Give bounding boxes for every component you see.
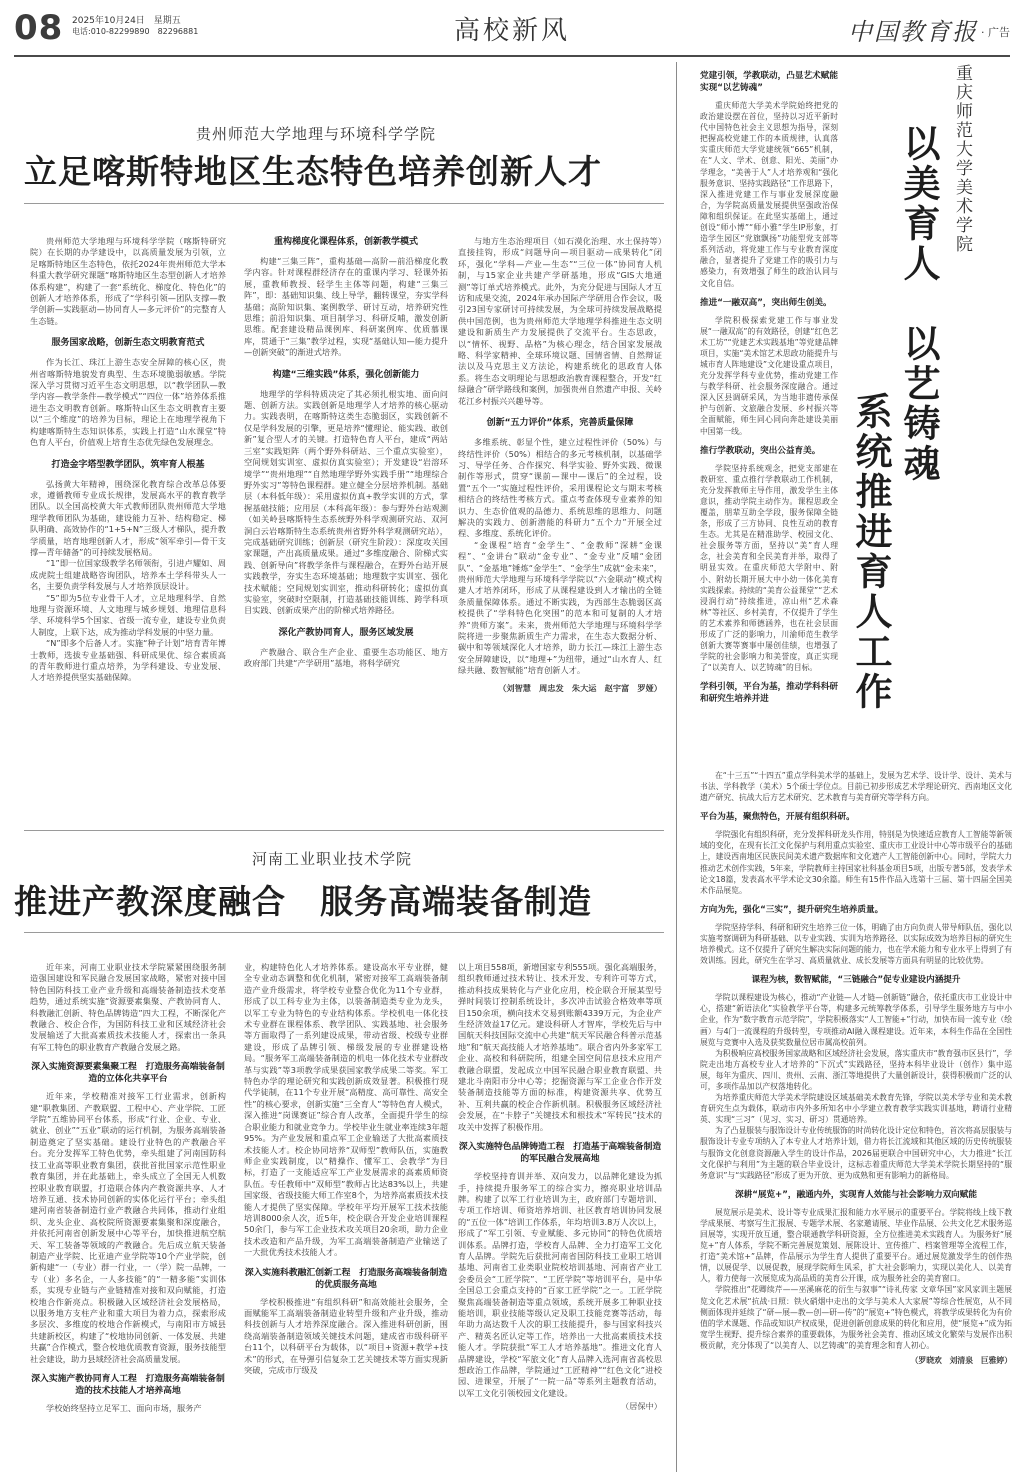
paragraph: 地理学的学科特质决定了其必须扎根实地、面向问题、创新方法。实践创新是地理学人才培养的核心驱动力。实践表明，在喀斯特这类生态脆弱区，实践创新不仅是学科发展的引擎，更是培养“懂理论、能实践、敢创新”复合型人才的关键。打造特色育人平台，建成“两站三室”实践矩阵（两个野外科研站、三个重点实验室），空间规划实训室、虚拟仿真实验室）；开发建设“岩溶环境学”“贵州地理”“自然地理学野外实践手册”“地理综合野外实习”等特色课程群。建立健全分层培养机制。基础层（本科低年级）：采用虚拟仿真+教学实训的方式，掌握基础技能；应用层（本科高年级）：参与野外台站观测（如关岭县喀斯特生态系统野外科学观测研究站、双河洞白云岩喀斯特生态系统贵州省野外科学观测研究站），完成基础研究训练；创新层（研究生阶段）：深度攻关国家课题，产出高质量成果。通过“多维度融合、阶梯式实践、创新导向”将教学条件与课程融合，在野外台站开展实践教学，夯实生态环境基础；地理数字实训室、强化技术赋能；空间规划实训室，推动科研转化；虚拟仿真实验室，突破时空限制，打造基础技能训练、跨学科项目实践、创新成果产出的阶梯式培养路径。 bbox=[244, 388, 448, 616]
article3-column-2 bbox=[700, 770, 1012, 1472]
article2-rule bbox=[24, 932, 664, 933]
section-heading: 方向为先，强化“三实”，提升研究生培养质量。 bbox=[700, 904, 884, 915]
newspaper-masthead: 中国教育报 bbox=[848, 18, 978, 46]
paragraph: 为培养重庆师范大学美术学院建设区域基础美术教育先锋，学院以美术学专业和美术教育研究生点为载体，联动市内外多所知名中小学建立教育教学实践实训基地，聘请行业精英、实现“三习”（见习、实习、研习）贯通培养。 bbox=[700, 1093, 1012, 1125]
paragraph: “5”即为5位专业骨干人才，立足地理科学、自然地理与资源环境、人文地理与城乡规划、地理信息科学、环境科学5个国家、省级一流专业，建设专业负责人制度，上联下达，成为推动学科发展的中坚力量。 bbox=[30, 592, 226, 637]
section-title: 高校新风 bbox=[453, 16, 570, 46]
paragraph: 弘扬黄大年精神，围绕深化教育综合改革总体要求，遵循教师专业成长规律，发展高水平的教育教学团队。以全国高校黄大年式教师团队贵州师范大学地理学教师团队为基础，建设能力互补、结构稳定、梯队明确、高效协作的“1+5+N”三级人才梯队，提升教学质量，培育地理创新人才，形成“领军牵引—骨干支撑—青年储备”的可持续发展格局。 bbox=[30, 478, 226, 557]
article2-column-2 bbox=[244, 962, 448, 1472]
article1-headline: 立足喀斯特地区生态特色培养创新人才 bbox=[24, 152, 602, 191]
section-heading: 深入实施资源要素集聚工程 打造服务高端装备制造的立体化共享平台 bbox=[31, 1062, 225, 1085]
paragraph: 多维系统、彰显个性，建立过程性评价（50%）与终结性评价（50%）相结合的多元考核机制，以基础学习、导学任务、合作探究、科学实验、野外实践、微课制作等形式，贯穿“课前—课中—课后”的全过程，设置“五个一”实施过程性评价，采用课程论文与期末考核相结合的终结性考核方式。重点考查体现专业素养的知识力、生态价值观的品德力、系统思维的思维力、问题解决的实践力、创新潜能的科研力“五个力”开展全过程、多维度、系统化评价。 bbox=[458, 437, 662, 539]
paragraph: 为了凸显服装与服饰设计专业传统服饰的时尚转化设计定位和特色，首次将高层服装与服饰设计专业专项纳入了本专业人才培养计划，借力将长江流域和其他区域的历史传统服装与服饰文化创意资源融入学生的设计作品，2026届更联合中国研究中心，大力推进“长江文化保护与利用”为主题的联合毕业设计，这标志着重庆师范大学美术学院长期坚持的“服务意识”与“实践路径”形成了更为开放、更为成熟和更有影响力的新格局。 bbox=[700, 1126, 1012, 1180]
paragraph: 学校始终坚持立足军工、面向市场，服务产 bbox=[46, 1403, 202, 1413]
section-heading: 重构梯度化课程体系，创新教学模式 bbox=[273, 237, 418, 247]
paragraph: 构建“三集三阵”，重构基础—高阶—前沿梯度化教学内容。针对课程群经济存在的重课内学习、轻课外拓展，重教师教授、轻学生主体等问题，构建“三集三阵”，即：基础知识集、线上导学，翻转课堂，夯实学科基础；高阶知识集、案例教学、研讨互动，培养研究性思维；前沿知识集、项目制学习、科研反哺，激发创新思维。配套建设精品课例库、科研案例库、优质慕课库，贯通于“三集”教学过程，实现“基础认知—能力提升—创新突破”的渐进式培养。 bbox=[244, 256, 448, 358]
article1-institution: 贵州师范大学地理与环境科学学院 bbox=[196, 125, 437, 143]
paragraph: 以上项目558项，新增国家专利555项。强化高端服务，组织教师通过技术转让、技术开发、专利许可等方式，推动科技成果转化与产业化应用，校企联合开展某型号弹时间装订控制系统设计，多次冲击试验合格效率等项目150余项，横向技术交易到账额4339万元，为企业产生经济效益17亿元。建设科研人才智库，学校先后与中国航天科技国际交流中心共建“航天军民融合科普示范基地”和“航天高技能人才培养基地”。联合省内外多家军工企业、高校和科研院所，组建全国空间信息技术应用产教融合联盟，发起成立中国军民融合职业教育联盟、共建北斗南阳市分中心等；挖掘资源与军工企业合作开发装备制造技能等方面的标准，构建资源共享、优势互补、互利共赢的校企合作新机制。积极服务区域经济社会发展，在“卡脖子”关键技术和根技术“军转民”技术的攻关中发挥了积极作用。 bbox=[458, 962, 662, 1132]
article3-column-1 bbox=[700, 70, 838, 758]
section-heading: 推行学教联动，突出公益育美。 bbox=[700, 445, 821, 456]
header-rule bbox=[14, 55, 1010, 57]
section-heading: 深入实施特色品牌铸造工程 打造基于高端装备制造的军民融合发展高地 bbox=[458, 1142, 662, 1165]
article2-top-rule bbox=[24, 830, 664, 831]
issue-date: 2025年10月24日 星期五 bbox=[72, 16, 181, 26]
paragraph: “金课程”培育“金学生”、“金教师”深耕“金课程”、“金讲台”联动“金专业”、“金专业”反哺“金团队”、“金基地”锤炼“金学生”、“金学生”成就“金未来”，贵州师范大学地理与环境科学学院以“六金联动”模式构建人才培养闭环，形成了从课程建设到人才输出的全链条质量保障体系。通过不断实践，为西部生态脆弱区高校提供了“学科特色化突围”的范本和可复制的人才培养“贵师方案”。未来，贵州师范大学地理与环境科学学院将进一步聚焦新质生产力需求，在生态大数据分析、碳中和等领域深化人才培养，助力长江—珠江上游生态安全屏障建设，以“地理+”为纽带，通过“山水育人、红绿共融、数智赋能”培育创新人才。 bbox=[458, 539, 662, 676]
article3-institution: 重庆师范大学美术学院 bbox=[952, 64, 972, 254]
paragraph: 为积极响应高校服务国家战略和区域经济社会发展，落实重庆市“教育强市区县行”，学院走出地方高校专业人才培养的“下沉式”实践路径，坚持本科毕业设计（创作）集中巡展，每年为重庆、四川、贵州、云南、浙江等地提供了大量创新设计，获得积极而广泛的认可，多项作品加以产权落地转化。 bbox=[700, 1048, 1012, 1091]
article2-source: （居保中） bbox=[621, 1401, 662, 1412]
article1-column-1 bbox=[30, 236, 226, 806]
section-heading: 深化产教协同育人，服务区域发展 bbox=[278, 627, 414, 638]
article2-headline: 推进产教深度融合 服务高端装备制造 bbox=[14, 882, 592, 921]
column-divider bbox=[676, 62, 677, 1472]
page-number: 08 bbox=[14, 8, 64, 48]
section-heading: 平台为基，聚焦特色，开展有组织科研。 bbox=[700, 812, 855, 823]
section-heading: 打造金字塔型教学团队，筑牢育人根基 bbox=[51, 459, 205, 470]
section-heading: 党建引领，学教联动，凸显艺术赋能实现“以艺铸魂” bbox=[700, 71, 838, 93]
paragraph: 与地方生态治理项目（如石漠化治理、水土保持等）直接挂钩，形成“问题导向—项目驱动—成果转化”闭环，强化“学科—产业—生态”“三位一体”协同育人机制，与15家企业共建产学研基地，形成“GIS大地通测”等订单式培养模式。此外，为充分促进与国际人才互访和成果交流，2024年承办国际产学研用合作会议，吸引23国专家研讨可持续发展，为全球可持续发展战略提供中国范例，也为贵州师范大学地理学科推进生态文明建设和新质生产力发展提供了交流平台。生态思政，以“情怀、视野、品格”为核心理念，结合国家发展战略、科学家精神、全球环境议题、国情省情、自然辩证法以及马克思主义方法论，构建系统化的思政育人体系。将生态文明理论与思想政治教育课程整合，开发“红绿融合”研学路线和案例，加强贵州自然遗产申报、关岭花江乡村振兴兴趣导等。 bbox=[458, 236, 662, 406]
article3-title-line2: 系统推进育人工作 bbox=[849, 392, 892, 712]
paragraph: 业，构建特色化人才培养体系。建设高水平专业群，健全专业动态调整和优化机制，紧密对接军工高端装备制造产业升级需求，将学校专业整合优化为11个专业群，形成了以工科专业为主体，以装备制造类专业为龙头，以军工专业为特色的专业结构体系。学校机电一体化技术专业群在课程体系、教学团队、实践基地、社会服务等方面取得了一系列建设成果，带动省级、校级专业群建设，形成了品牌引领、梯级发展的专业群建设格局。“服务军工高端装备制造的机电一体化技术专业群改革与实践”等3项教学成果获国家教学成果二等奖。军工特色办学的理论研究和实践创新成效显著。积极推行现代学徒制，在11个专业开展“高精度、高可靠性、高安全性”的核心要求，创新实施“三全育人”等特色育人模式，深入推进“岗课赛证”综合育人改革，全面提升学生的综合职业能力和就业竞争力。学校毕业生就业率连续3年超95%。为产业发展和重点军工企业输送了大批高素质技术技能人才。校企协同培养“双师型”教师队伍，实施教师企业实践制度，以“精操作、懂军工、会教学”为目标，打造了一支能适应军工产业发展需求的高素质师资队伍。专任教师中“双师型”教师占比达83%以上，共建国家级、省级技能大师工作室8个，为培养高素质技术技能人才提供了坚实保障。学校年平均开展军工技术技能培训8000余人次，近5年，校企联合开发企业培训课程50余门，参与军工企业技术攻关项目20余项，助力企业技术改造和产品升级，为军工高端装备制造产业输送了一大批优秀技术技能人才。 bbox=[244, 962, 448, 1258]
article2-institution: 河南工业职业技术学院 bbox=[252, 850, 413, 868]
paragraph: 在“十三五”“十四五”重点学科美术学的基础上，发展为艺术学、设计学、设计、美术与书法、学科教学（美术）5个硕士学位点。目前已初步形成艺术学理论研究、西南地区文化遗产研究、抗战大后方艺术研究、艺术教育与美育研究等学科方向。 bbox=[700, 771, 1012, 803]
section-heading: 深入实施产教协同育人工程 打造服务高端装备制造的技术技能人才培养高地 bbox=[31, 1374, 225, 1396]
paragraph: 贵州师范大学地理与环境科学学院（喀斯特研究院）在长期的办学建设中，以高质量发展为引领，立足喀斯特地区生态特色，依托2024年贵州师范大学本科重大教学研究课题“喀斯特地区生态型创新人才培养体系构建”，构建了一套“系统化、梯度化、特色化”的创新人才培养体系，形成了“学科引领—团队支撑—教学创新—实践驱动—协同育人—多元评价”的完整育人生态链。 bbox=[30, 236, 226, 326]
contact-phone: 电话:010-82299890 82296881 bbox=[72, 27, 199, 36]
paragraph: “1”即一位国家级教学名师领衔，引进卢耀如、周成虎院士组建战略咨询团队，培养本土学科带头人一名，主要负责学科发展与人才培养顶层设计。 bbox=[30, 558, 226, 592]
paragraph: 重庆师范大学美术学院始终把党的政治建设摆在首位，坚持以习近平新时代中国特色社会主义思想为指导，深刻把握高校党建工作的本质规律，认真落实重庆师范大学党建统领“665”机制，在“人文、学术、创意、阳光、美丽”办学理念，“美善于人”人才培养观和“强化服务意识、坚持实践路径”工作思路下，深入推进党建工作与事业发展深度融合，为学院高质量发展提供坚强政治保障和组织保证。在此坚实基础上，通过创设“师小博”“师小雅”学生IP形象，打造学生园区“党旗飘扬”功能型党支部等系列活动，将党建工作与专业教育深度融合，显著提升了党建工作的吸引力与感染力，有效增强了师生的政治认同与文化自信。 bbox=[700, 101, 838, 288]
paragraph: 学院积极探索党建工作与事业发展“一融双高”的有效路径，创建“红色艺术工坊”“党建艺术实践基地”等党建品牌项目，实施“美术馆艺术思政功能提升与城市育人阵地建设”文化建设重点项目，充分发挥学科专业优势，推动党建工作与教学科研、社会服务深度融合。通过深入区县调研采风，为当地非遗传承保护与创新、文旅融合发展、乡村振兴等全面赋能，师生同心同向奔赴建设美丽中国第一线。 bbox=[700, 315, 838, 436]
paragraph: 学院以课程建设为核心，推动“产业链—人才链—创新链”融合，依托重庆市工业设计中心，搭建“新语法化”实验教学平台等，构建多元统筹教学体系，引导学生服务地方与中小企业，作为“数字教育示范学院”，学院积极落实“人工智能+”行动，加快布局一流专业（绘画）与4门一流课程的升级转型，专项推动AI融入课程建设。近年来，本科生作品在全国性展览与竞赛中入选及获奖数量位居市属高校前列。 bbox=[700, 993, 1012, 1047]
article3-title-line1: 以美育人 以艺铸魂 bbox=[897, 124, 940, 484]
paragraph: 产教融合、联合生产企业、重要生态功能区、地方政府部门共建“产学研用”基地，将科学研究 bbox=[244, 646, 448, 669]
section-heading: 构建“三维实践”体系，强化创新能力 bbox=[272, 369, 420, 380]
paragraph: 近年来，学校精准对接军工行业需求，创新构建“职教集团、产教联盟、工程中心、产业学院、工匠学院”五维协同平台体系，形成“行业、企业、专业、就业、创业”“五业”联动的运行机制，为服务高端装备制造奠定了坚实基础。建设行业特色的产教融合平台。充分发挥军工特色优势，牵头组建了河南国防科技工业高等职业教育集团，获批首批国家示范性职业教育集团，并在此基础上，牵头成立了全国无人机数控职业教育联盟，打造联合体内产教资源共享、人才培养互通、技术协同创新的实体化运行平台；牵头组建河南省装备制造行业产教融合共同体，推动行业组织、龙头企业、高校院所资源要素集聚和深度融合，并依托河南省创新发展中心等平台，加快推进航空航天、军工装备等领域的产教融合。先后成立航天装备制造产业学院、比亚迪产业学院等10个产业学院，创新构建“一（专业）群一行业，一（学）院一品牌，一专（业）多名企，一人多技能”的“一精多能”实训体系，实现专业链与产业链精准对接和双向赋能，打造校地合作新亮点。积极融入区域经济社会发展格局，以服务地方支柱产业和重大项目为着力点，探索形成多层次、多维度的校地合作新模式，与南阳市方城县共建新校区，构建了“校地协同创新、一体发展、共建共赢”合作模式，整合校地优质教育资源，服务技能型社会建设，助力县域经济社会高质量发展。 bbox=[30, 1091, 226, 1364]
paragraph: 学校积极推进“有组织科研”和高效能社会服务，全面赋能军工高端装备制造业转型升级和产业升级，推动科技创新与人才培养深度融合。深入推进科研创新，围绕高端装备制造领域关键技术问题，建成省市级科研平台11个，以科研平台为载体，以“项目+资源+教学+技术”的形式，在导弹引信复杂工艺关键技术等方面实现新突破，完成市厅级及 bbox=[244, 1296, 448, 1375]
paragraph: 学院推出“花卿续芹——巫溪麻花的衍生与叙事”“诗礼传家 文章华国”家风家训主题展览文化艺术展“抗战·日照：铁火硝烟中走出的文学与美术人大家展”等综合性展览，从不同侧面体现并延续了“研—展—教—创—研—传”的“展览+”特色模式，将教学成果转化为有价值的学术课题、作品或知识产权成果，促进创新创意成果的转化和应用，使“展览+”成为拓宽学生视野、提升综合素养的重要载体，为服务社会美育、推动区域文化繁荣与发展作出积极贡献，充分体现了“以美育人、以艺铸魂”的美育理念和育人初心。 bbox=[700, 1285, 1012, 1350]
section-heading: 深入实施科教融汇创新工程 打造服务高端装备制造的优质服务高地 bbox=[244, 1267, 448, 1290]
paragraph: 学校坚持育训并举、双向发力，以品牌化建设为抓手，持续提升服务军工的综合实力，擦亮职业培训品牌。构建了以军工行业培训为主，政府部门专题培训、专项工作培训、师资培养培训、社区教育培训协同发展的“五位一体”培训工作体系，年均培训3.8万人次以上，形成了“军工引领、专业赋能、多元协同”的特色优质培训体系。品牌打造，学校育人品牌、全力打造军工文化育人品牌。学院先后获批河南省国防科技工业职工培训基地、河南省工业类职业院校培训基地、河南省产业工会委员会“工匠学院”、“工匠学院”等培训平台，是中华全国总工会重点支持的“百家工匠学院”之一。工匠学院聚焦高端装备制造等重点领域，系统开展多工种职业技能培训，职业技能等级认定及职工技能竞赛等活动，每年助力高达数千人次的职工技能提升，参与国家科技兴产、精英名匠认定等工作，培养出一大批高素质技术技能人才。学院获批“军工人才培养基地”。推进文化育人品牌建设，学校“军旅文化”育人品牌入选河南省高校思想政治工作品牌，学院通过“工匠精神”“红色文化”进校园、进课堂，开展了“一院一品”等系列主题教育活动，以军工文化引领校园文化建设。 bbox=[458, 1171, 662, 1398]
article1-column-2 bbox=[244, 236, 448, 806]
paragraph: 学院坚持学科、科研和研究生培养三位一体，明确了由方向负责人带导师队伍，强化以实施考察调研为科研基础、以专业实践、实训为培养路径、以实际成效为培养目标的研究生培养模式。这不仅提升了研究生解决实际问题的能力，也在学术能力和专业水平上得到了有效训练。因此，研究生在学习、高质量就业、成长发展等方面具有明显的比较优势。 bbox=[700, 922, 1012, 966]
section-heading: 深耕“展览+”，融通内外，实现育人效能与社会影响力双向赋能 bbox=[735, 1189, 977, 1200]
paragraph: 学院强化有组织科研，充分发挥科研龙头作用，特别是为快速适应教育人工智能等新领域的变化，在现有长江文化保护与利用重点实验室、重庆市工业设计中心等市级平台的基础上，建设西南地区民族民间美术遗产数据库和文化遗产人工智能创新中心。同时，学院大力推动艺术创作实践，5年来，学院教师主持国家社科基金项目5项，出版专著5部，发表学术论文18篇，发表高水平学术论文30余篇。师生有15件作品入选第十三届、第十四届全国美术作品展览。 bbox=[700, 830, 1012, 895]
article1-column-3 bbox=[458, 236, 662, 806]
article2-column-3 bbox=[458, 962, 662, 1472]
section-heading: 推进“一融双高”，突出师生创美。 bbox=[700, 297, 832, 308]
section-heading: 服务国家战略，创新生态文明教育范式 bbox=[51, 338, 205, 349]
section-heading: 课程为核，数智赋能，“三链融合”促专业建设内涵提升 bbox=[751, 975, 961, 986]
article2-column-1 bbox=[30, 962, 226, 1472]
ad-tag: · 广告 bbox=[981, 26, 1010, 39]
section-heading: 创新“五力评价”体系，完善质量保障 bbox=[486, 418, 634, 429]
paragraph: 作为长江、珠江上游生态安全屏障的核心区，贵州省喀斯特地貌发育典型、生态环境脆弱敏感。学院深入学习贯彻习近平生态文明思想，以“教学团队—教学内容—教学条件—教学模式”“四位一体”培养体系推进生态文明教育创新。喀斯特山区生态文明教育主要以“三个维度”的培养为目标，理论上在地理学视角下构建喀斯特生态知识体系，实践上打造“山水课堂”特色育人平台，价值观上培育生态优先绿色发展理念。 bbox=[30, 357, 226, 448]
section-heading: 学科引领，平台为基，推动学科科研和研究生培养并进 bbox=[700, 682, 838, 705]
paragraph: 近年来，河南工业职业技术学院紧紧围绕服务制造强国建设和军民融合发展国家战略，紧密对接中国特色国防科技工业产业升级和高端装备制造技术变革趋势，通过系统实施“资源要素集聚、产教协同育人、科教融汇创新、特色品牌铸造”四大工程，不断深化产教融合、校企合作，为国防科技工业和区域经济社会发展输送了大批高素质技术技能人才，探索出一条具有军工特色的职业教育产教融合发展之路。 bbox=[30, 962, 226, 1052]
article3-authors: （罗晓欢 刘清泉 巨雅婷） bbox=[910, 1356, 1012, 1366]
article1-authors: （刘智慧 周忠发 朱大运 赵宇富 罗娅） bbox=[498, 682, 662, 693]
paragraph: 学院坚持系统观念，把党支部建在教研室、重点推行学教联动工作机制，充分发挥教师主导作用，激发学生主体意识，推动学院主动作为。课程思政全覆盖，朋辈互助全学段，服务保障全链条，形成了三方协同、良性互动的教育生态。尤其是在精准助学、校园文化、社会服务等方面，坚持以“美”育人理念，社会美育和全民美育并举，取得了明显实效。在重庆师范大学附中、附小、附幼长期开展大中小幼一体化美育实践探索。持续的“美育公益课堂”“艺术浸润行动”持续推进，凉山州“艺术森林”等社区、乡村美育，不仅提升了学生的艺术素养和师德涵养，也在社会层面形成了广泛的影响力，川渝师范生教学创新大赛等赛事中屡创佳绩，也增强了学院的社会影响力和美誉度，真正实现了“以美育人、以艺铸魂”的目标。 bbox=[700, 463, 838, 673]
paragraph: “N”即多个后备人才。实施“种子计划”培育青年博士教师，选拔专业基础强、科研成果优、综合素质高的青年教师进行重点培养，为学科建设、专业发展、人才培养提供坚实基础保障。 bbox=[30, 638, 226, 683]
article1-rule bbox=[24, 203, 664, 204]
paragraph: 展览展示是美术、设计等专业成果汇报和能力水平展示的重要平台。学院将线上线下教学成果展、考察写生汇报展、专题学术展、名家邀请展、毕业作品展、公共文化艺术服务巡回展等，实现开放互通，整合联通教学科研资源，全方位推进美术实践育人。为服务好“展览+”育人体系，学院不断完善展览策划、展陈设计、宣传推广、档案管理等全流程工作，打造“美术馆+”品牌，作品展示为学生育人提供了重要平台。通过展览激发学生的创作热情，以展促学、以展促教，展现学院师生风采，扩大社会影响力，实现以美化人、以美育人，着力使每一次展览成为高品质的美育公开课，成为服务社会的美育窗口。 bbox=[700, 1207, 1012, 1284]
